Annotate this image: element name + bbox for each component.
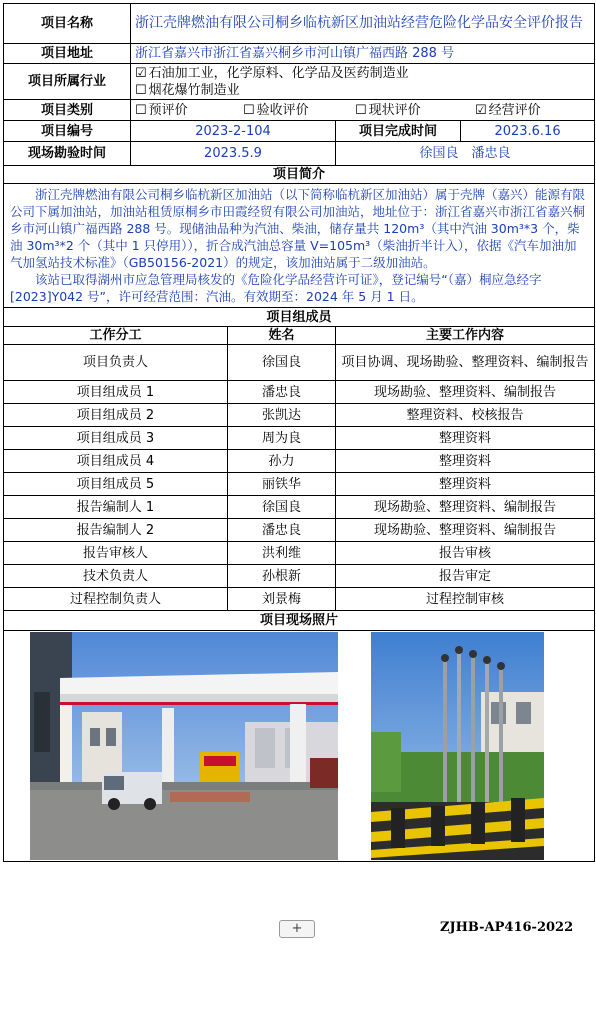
- member-role: 项目组成员 5: [4, 473, 228, 496]
- checkbox-icon: ☐: [135, 82, 147, 98]
- member-role: 报告编制人 2: [4, 519, 228, 542]
- project-industry-label: 项目所属行业: [4, 64, 131, 100]
- project-type-label: 项目类别: [4, 100, 131, 121]
- member-role: 项目组成员 2: [4, 404, 228, 427]
- checked-box-icon: ☑: [475, 102, 487, 118]
- project-name: 浙江壳牌燃油有限公司桐乡临杭新区加油站经营危险化学品安全评价报告: [131, 4, 595, 44]
- member-name: 徐国良: [228, 496, 336, 519]
- member-name: 周为良: [228, 427, 336, 450]
- member-role: 报告编制人 1: [4, 496, 228, 519]
- member-work: 现场勘验、整理资料、编制报告: [336, 519, 595, 542]
- member-work: 项目协调、现场勘验、整理资料、编制报告: [336, 345, 595, 381]
- member-work: 现场勘验、整理资料、编制报告: [336, 496, 595, 519]
- member-work: 报告审定: [336, 565, 595, 588]
- survey-time: 2023.5.9: [131, 142, 336, 166]
- member-name: 孙力: [228, 450, 336, 473]
- table-row: [4, 450, 595, 473]
- project-number: 2023-2-104: [131, 121, 336, 142]
- table-row: [4, 519, 595, 542]
- member-role: 项目组成员 3: [4, 427, 228, 450]
- member-work: 整理资料: [336, 427, 595, 450]
- table-row: [4, 542, 595, 565]
- table-row: [4, 565, 595, 588]
- member-name: 潘忠良: [228, 519, 336, 542]
- project-types: [131, 100, 595, 121]
- member-role: 过程控制负责人: [4, 588, 228, 611]
- complete-time-label: 项目完成时间: [336, 121, 461, 142]
- complete-time: 2023.6.16: [461, 121, 595, 142]
- member-work: 现场勘验、整理资料、编制报告: [336, 381, 595, 404]
- table-row: [4, 427, 595, 450]
- table-row: [4, 473, 595, 496]
- member-work: 报告审核: [336, 542, 595, 565]
- table-row: [4, 404, 595, 427]
- type-operation-evaluation: 经营评价: [488, 102, 541, 118]
- checkbox-icon: ☐: [243, 102, 255, 118]
- type-status-evaluation: 现状评价: [368, 102, 421, 118]
- intro-paragraph-1: 浙江壳牌燃油有限公司桐乡临杭新区加油站（以下简称临杭新区加油站）属于壳牌（嘉兴）能源有限公司下属加油站，加油站租赁原桐乡市田霞经贸有限公司加油站，地址位于：浙江省嘉兴市浙江省嘉兴桐乡市河山镇广福西路 288 号。现储油品种为汽油、柴油，储存量共 120m³（其中汽油 30m³*3 个，柴油 30m³*2 个（其中 1 只停用）），折合成汽油总容量 V=105m³（柴油折半计入），依据《汽车加油加气加氢站技术标准》（GB50156-2021）的规定，该加油站属于二级加油站。: [10, 187, 586, 270]
- header-work: 主要工作内容: [336, 327, 595, 345]
- header-name: 姓名: [228, 327, 336, 345]
- member-name: 徐国良: [228, 345, 336, 381]
- member-name: 张凯达: [228, 404, 336, 427]
- checked-box-icon: ☑: [135, 65, 147, 81]
- project-info-table: [3, 3, 595, 862]
- table-row: [4, 381, 595, 404]
- member-name: 刘景梅: [228, 588, 336, 611]
- intro-body: [4, 184, 595, 308]
- intro-title: 项目简介: [4, 166, 595, 184]
- member-work: 过程控制审核: [336, 588, 595, 611]
- member-role: 项目组成员 1: [4, 381, 228, 404]
- table-row: [4, 345, 595, 381]
- photos-title: 项目现场照片: [4, 611, 595, 631]
- industry-option-1: 石油加工业，化学原料、化学品及医药制造业: [148, 65, 409, 81]
- member-name: 孙根新: [228, 565, 336, 588]
- member-name: 潘忠良: [228, 381, 336, 404]
- project-industry: [131, 64, 595, 100]
- member-role: 项目组成员 4: [4, 450, 228, 473]
- members-title: 项目组成员: [4, 308, 595, 327]
- gas-station-photo: [30, 632, 338, 860]
- project-address: 浙江省嘉兴市浙江省嘉兴桐乡市河山镇广福西路 288 号: [131, 44, 595, 64]
- member-work: 整理资料、校核报告: [336, 404, 595, 427]
- vent-pipes-photo: [371, 632, 544, 860]
- project-name-label: 项目名称: [4, 4, 131, 44]
- table-row: [4, 588, 595, 611]
- header-role: 工作分工: [4, 327, 228, 345]
- member-role: 项目负责人: [4, 345, 228, 381]
- expand-button[interactable]: +: [279, 920, 315, 938]
- member-work: 整理资料: [336, 450, 595, 473]
- member-work: 整理资料: [336, 473, 595, 496]
- member-name: 洪利维: [228, 542, 336, 565]
- photos-cell: [4, 631, 595, 862]
- project-address-label: 项目地址: [4, 44, 131, 64]
- member-role: 报告审核人: [4, 542, 228, 565]
- members-header-row: [4, 327, 595, 345]
- intro-paragraph-2: 该站已取得湖州市应急管理局核发的《危险化学品经营许可证》，登记编号“（嘉）桐应急经字[2023]Y042 号”，许可经营范围：汽油。有效期至：2024 年 5 月 1 日。: [10, 272, 542, 304]
- member-role: 技术负责人: [4, 565, 228, 588]
- survey-time-label: 现场勘验时间: [4, 142, 131, 166]
- table-row: [4, 496, 595, 519]
- survey-people: 徐国良 潘忠良: [336, 142, 595, 166]
- industry-option-2: 烟花爆竹制造业: [148, 82, 240, 98]
- type-acceptance-evaluation: 验收评价: [256, 102, 309, 118]
- member-name: 丽铁华: [228, 473, 336, 496]
- document-code: ZJHB-AP416-2022: [440, 920, 574, 935]
- checkbox-icon: ☐: [355, 102, 367, 118]
- checkbox-icon: ☐: [135, 102, 147, 118]
- project-number-label: 项目编号: [4, 121, 131, 142]
- type-pre-evaluation: 预评价: [148, 102, 188, 118]
